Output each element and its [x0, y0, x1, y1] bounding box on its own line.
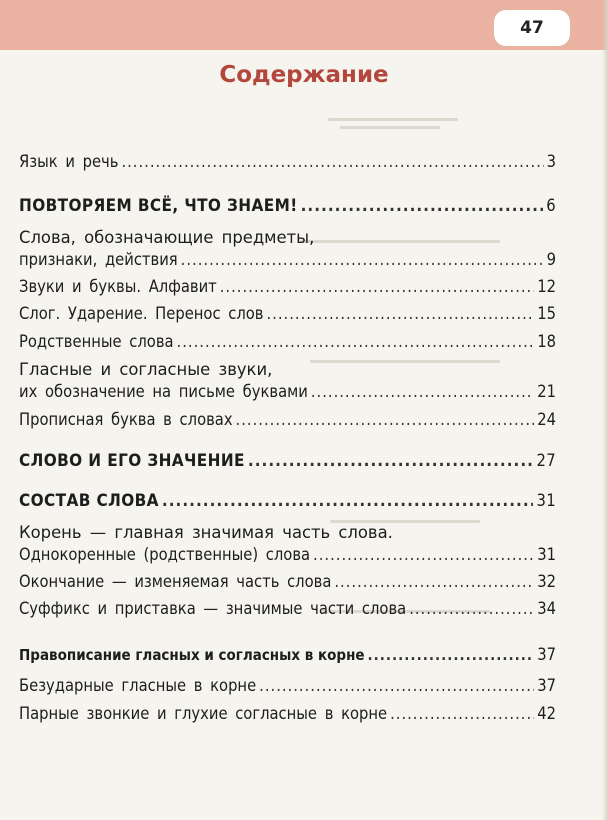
- toc-entry-page: 31: [537, 545, 556, 564]
- leader-dots: [390, 704, 534, 723]
- toc-entry-page: 18: [537, 332, 556, 351]
- toc-entry-text: Слог. Ударение. Перенос слов: [19, 304, 264, 323]
- toc-entry-page: 24: [537, 410, 556, 429]
- page-edge-shadow: [602, 0, 608, 820]
- leader-dots: [301, 196, 544, 216]
- toc-entry-text: Безударные гласные в корне: [19, 676, 257, 695]
- leader-dots: [181, 250, 544, 269]
- show-through-print: [340, 126, 440, 129]
- toc-entry-page: 6: [546, 196, 556, 215]
- toc-entry-text: СЛОВО И ЕГО ЗНАЧЕНИЕ: [19, 451, 245, 471]
- toc-entry-capital-letter[interactable]: [19, 410, 556, 429]
- toc-entry-text: Прописная буква в словах: [19, 410, 233, 429]
- toc-subsection-spelling[interactable]: [19, 645, 556, 664]
- toc-entry-page: 27: [536, 451, 556, 470]
- toc-entry-root[interactable]: [19, 545, 556, 564]
- toc-entry-page: 12: [537, 277, 556, 296]
- toc-section-review[interactable]: [19, 196, 556, 216]
- leader-dots: [311, 382, 534, 401]
- toc-entry-text: признаки, действия: [19, 250, 178, 269]
- toc-entry-unstressed-vowels[interactable]: [19, 676, 556, 695]
- show-through-print: [300, 240, 500, 243]
- leader-dots: [259, 676, 534, 695]
- leader-dots: [220, 277, 535, 296]
- toc-entry-text: ПОВТОРЯЕМ ВСЁ, ЧТО ЗНАЕМ!: [19, 196, 298, 216]
- toc-section-word-meaning[interactable]: [19, 451, 556, 471]
- toc-entry-paired-consonants[interactable]: [19, 704, 556, 723]
- toc-entry-page: 9: [546, 250, 556, 269]
- toc-entry-language-and-speech[interactable]: [19, 152, 556, 171]
- toc-entry-text: Правописание гласных и согласных в корне: [19, 646, 365, 664]
- toc-entry-page: 32: [537, 572, 556, 591]
- toc-entry-text: Язык и речь: [19, 152, 119, 171]
- leader-dots: [177, 332, 535, 351]
- toc-entry-page: 21: [537, 382, 556, 401]
- toc-entry-page: 3: [546, 152, 556, 171]
- toc-entry-page: 37: [537, 645, 556, 664]
- leader-dots: [248, 451, 534, 471]
- toc-title: Содержание: [219, 62, 389, 88]
- toc-entry-text: Парные звонкие и глухие согласные в корне: [19, 704, 388, 723]
- show-through-print: [328, 118, 458, 121]
- toc-entry-first-line: Гласные и согласные звуки,: [19, 360, 273, 379]
- toc-entry-page: 34: [537, 599, 556, 618]
- toc-entry-page: 42: [537, 704, 556, 723]
- toc-entry-vowels-consonants[interactable]: [19, 382, 556, 401]
- leader-dots: [409, 599, 534, 618]
- toc-entry-text: СОСТАВ СЛОВА: [19, 491, 159, 511]
- toc-entry-page: 15: [537, 304, 556, 323]
- leader-dots: [162, 491, 534, 511]
- toc-entry-related-words[interactable]: [19, 332, 556, 351]
- toc-entry-text: Родственные слова: [19, 332, 174, 351]
- toc-entry-words-objects[interactable]: [19, 250, 556, 269]
- toc-entry-text: их обозначение на письме буквами: [19, 382, 308, 401]
- toc-section-word-structure[interactable]: [19, 491, 556, 511]
- leader-dots: [267, 304, 535, 323]
- leader-dots: [334, 572, 534, 591]
- toc-entry-text: Однокоренные (родственные) слова: [19, 545, 311, 564]
- show-through-print: [310, 360, 500, 363]
- page-number: 47: [494, 10, 570, 46]
- leader-dots: [368, 646, 535, 664]
- toc-entry-page: 31: [536, 491, 556, 510]
- leader-dots: [236, 410, 535, 429]
- toc-entry-sounds-letters[interactable]: [19, 277, 556, 296]
- toc-entry-suffix-prefix[interactable]: [19, 599, 556, 618]
- leader-dots: [121, 152, 543, 171]
- toc-entry-syllable[interactable]: [19, 304, 556, 323]
- toc-entry-ending[interactable]: [19, 572, 556, 591]
- toc-entry-first-line: Слова, обозначающие предметы,: [19, 228, 315, 247]
- toc-entry-text: Окончание — изменяемая часть слова: [19, 572, 332, 591]
- toc-entry-first-line: Корень — главная значимая часть слова.: [19, 523, 393, 542]
- toc-entry-text: Суффикс и приставка — значимые части слова: [19, 599, 407, 618]
- toc-entry-text: Звуки и буквы. Алфавит: [19, 277, 217, 296]
- toc-entry-page: 37: [537, 676, 556, 695]
- leader-dots: [313, 545, 534, 564]
